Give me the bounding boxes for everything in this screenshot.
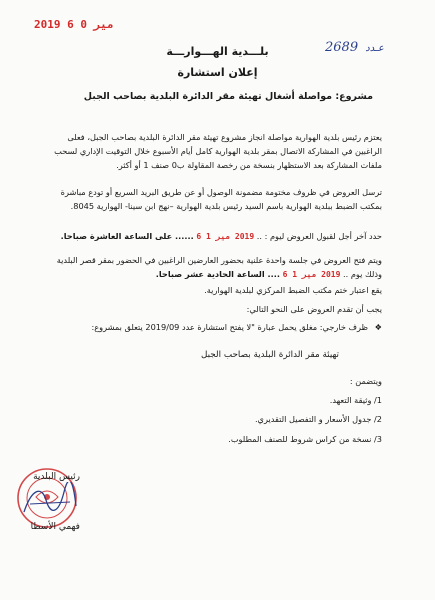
- bullet-envelope: [52, 320, 382, 334]
- bullet-diamond-icon: ❖: [374, 322, 382, 332]
- list-item: 1/ وثيقة التعهد.: [329, 395, 382, 405]
- opening-suffix: .... الساعة الحادية عشر صباحا.: [155, 269, 280, 279]
- deadline-line: [52, 229, 382, 244]
- opening-line-1: ويتم فتح العروض في جلسة واحدة علنية بحضور العارضين الراغبين في الحضور بمقر قصر البلدية: [56, 255, 382, 265]
- announcement-title: إعلان استشارة: [177, 66, 258, 79]
- deadline-prefix: حدد آخر أجل لقبول العروض ليوم : ..: [256, 231, 382, 241]
- paragraph-submission: ترسل العروض في ظروف مختومة مضمونة الوصول أو عن طريق البريد السريع أو تودع مباشرة بمكتب الضبط ببلدية الهوارية باسم السيد رئيس بلدية الهوارية –نهج ابن سينا- الهوارية 8045.: [60, 187, 382, 211]
- reference-number-prefix: عـدد: [365, 43, 384, 54]
- deadline-stamp: 2019 مير 1 6: [196, 232, 255, 241]
- contains-label: ويتضمن :: [349, 376, 382, 386]
- signatory-name: فهمي الأسطا: [30, 522, 80, 532]
- opening-stamp: 2019 مير 1 6: [282, 270, 341, 279]
- list-item: 3/ نسخة من كراس شروط للصنف المطلوب.: [228, 434, 382, 444]
- list-item: 2/ جدول الأسعار و التفصيل التقديري.: [254, 414, 382, 424]
- opening-line-2: [52, 267, 382, 282]
- project-title: مشروع: مواصلة أشغال تهيئة مقر الدائرة البلدية بصاحب الجبل: [83, 91, 373, 102]
- stamp-note: يقع اعتبار ختم مكتب الضبط المركزي لبلدية الهوارية.: [204, 285, 382, 295]
- municipality-title: بلـــدية الهـــوارـــة: [166, 45, 269, 58]
- signature-title: رئيس البلدية: [33, 472, 80, 482]
- paragraph-intro: يعتزم رئيس بلدية الهوارية مواصلة انجاز مشروع تهيئة مقر الدائرة البلدية بصاحب الجبل، فعلى الراغبين في المشاركة الاتصال بمقر بلدية الهوارية كامل أيام الأسبوع خلال التوقيت الإداري لسحب ملفات المشاركة بعد الاستظهار بنسخة من رخصة المقاولة ب0 صنف 1 أو أكثر.: [54, 132, 382, 170]
- format-heading: يجب أن تقدم العروض على النحو التالي:: [246, 304, 382, 314]
- date-stamp: 2019 مير 0 6: [34, 18, 114, 31]
- deadline-suffix: ...... على الساعة العاشرة صباحا.: [60, 231, 194, 241]
- subject-line: تهيئة مقر الدائرة البلدية بصاحب الجبل: [200, 350, 339, 360]
- reference-number-value: 2689: [325, 40, 359, 55]
- bullet-text: ظرف خارجي: مغلق يحمل عبارة "لا يفتح استشارة عدد 2019/09 يتعلق بمشروع:: [91, 322, 369, 332]
- handwritten-signature: [20, 482, 80, 520]
- opening-prefix: وذلك يوم ..: [343, 269, 382, 279]
